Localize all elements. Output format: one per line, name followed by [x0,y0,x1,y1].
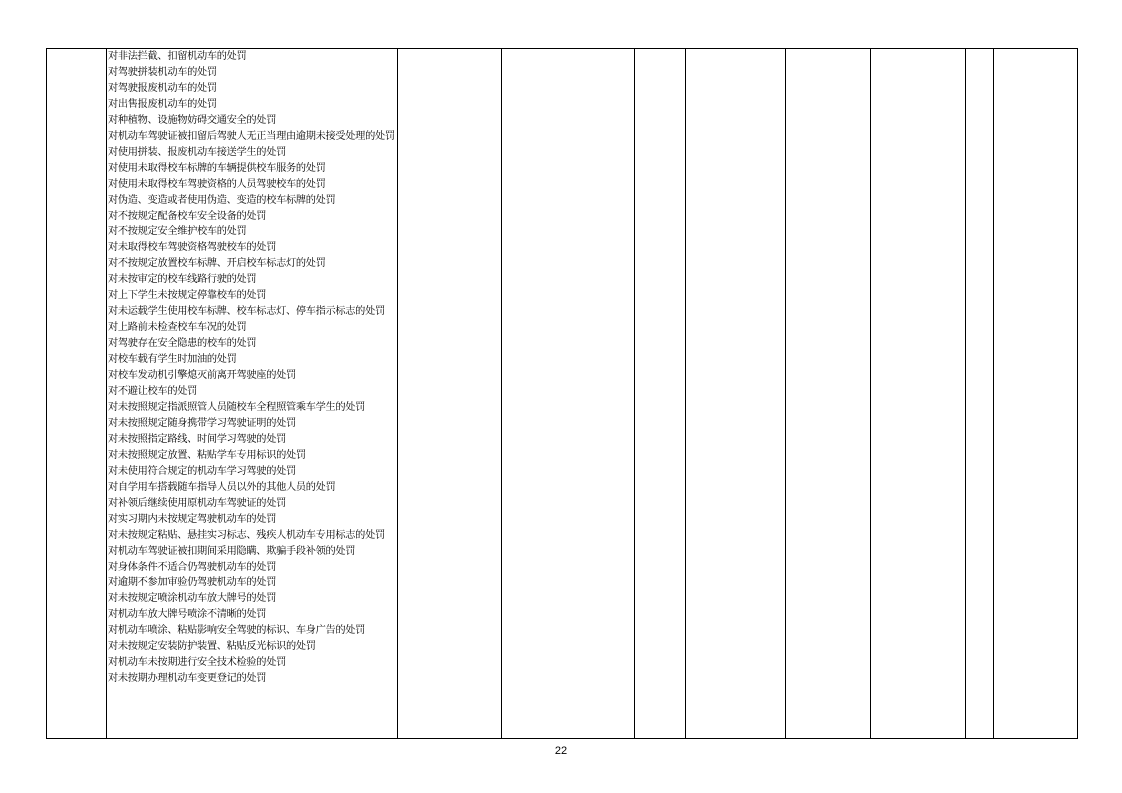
list-item: 对机动车未按期进行安全技术检验的处罚 [108,657,286,669]
list-item: 对上路前未检查校车车况的处罚 [108,322,247,334]
list-item: 对校车载有学生时加油的处罚 [108,354,237,366]
empty-cell [47,49,107,739]
list-item: 对补领后继续使用原机动车驾驶证的处罚 [108,497,286,509]
list-item: 对未按照规定放置、粘贴学车专用标识的处罚 [108,449,306,461]
list-item: 对不避让校车的处罚 [108,386,197,398]
list-item: 对实习期内未按规定驾驶机动车的处罚 [108,513,277,525]
list-item: 对上下学生未按规定停靠校车的处罚 [108,290,267,302]
list-item: 对未按规定安装防护装置、粘贴反光标识的处罚 [108,641,316,653]
empty-cell [686,49,786,739]
list-item: 对自学用车搭载随车指导人员以外的其他人员的处罚 [108,481,336,493]
list-item: 对未按照规定指派照管人员随校车全程照管乘车学生的处罚 [108,401,366,413]
list-item: 对不按规定配备校车安全设备的处罚 [108,210,267,222]
list-item: 对未使用符合规定的机动车学习驾驶的处罚 [108,465,296,477]
list-item: 对使用未取得校车驾驶资格的人员驾驶校车的处罚 [108,178,326,190]
list-item: 对伪造、变造或者使用伪造、变造的校车标牌的处罚 [108,194,336,206]
list-item: 对未取得校车驾驶资格驾驶校车的处罚 [108,242,277,254]
empty-cell [871,49,966,739]
penalty-table [46,48,1078,739]
list-item: 对逾期不参加审验仍驾驶机动车的处罚 [108,577,277,589]
list-item: 对不按规定安全维护校车的处罚 [108,226,247,238]
list-item: 对出售报废机动车的处罚 [108,98,217,110]
list-item: 对身体条件不适合仍驾驶机动车的处罚 [108,561,277,573]
empty-cell [502,49,635,739]
list-item: 对机动车驾驶证被扣留后驾驶人无正当理由逾期未接受处理的处罚 [108,130,395,142]
list-item: 对驾驶拼装机动车的处罚 [108,66,217,78]
list-item: 对机动车放大牌号喷涂不清晰的处罚 [108,609,267,621]
list-item: 对非法拦截、扣留机动车的处罚 [108,51,247,62]
list-item: 对未按照指定路线、时间学习驾驶的处罚 [108,433,286,445]
table-row [47,49,1078,739]
item-list [107,49,397,687]
list-item: 对驾驶存在安全隐患的校车的处罚 [108,338,257,350]
list-item: 对未按审定的校车线路行驶的处罚 [108,274,257,286]
empty-cell [994,49,1078,739]
list-item: 对校车发动机引擎熄灭前离开驾驶座的处罚 [108,370,296,382]
list-item: 对未按期办理机动车变更登记的处罚 [108,673,267,685]
list-item: 对机动车驾驶证被扣期间采用隐瞒、欺骗手段补领的处罚 [108,545,356,557]
list-item: 对驾驶报废机动车的处罚 [108,82,217,94]
page-number: 22 [554,745,568,757]
empty-cell [786,49,871,739]
list-item: 对未按照规定随身携带学习驾驶证明的处罚 [108,417,296,429]
empty-cell [635,49,686,739]
empty-cell [966,49,994,739]
list-item: 对不按规定放置校车标牌、开启校车标志灯的处罚 [108,258,326,270]
list-item: 对使用未取得校车标牌的车辆提供校车服务的处罚 [108,162,326,174]
list-item: 对未按规定粘贴、悬挂实习标志、残疾人机动车专用标志的处罚 [108,529,385,541]
list-item: 对未运载学生使用校车标牌、校车标志灯、停车指示标志的处罚 [108,306,385,318]
empty-cell [398,49,502,739]
list-item: 对机动车喷涂、粘贴影响安全驾驶的标识、车身广告的处罚 [108,625,366,637]
list-item: 对种植物、设施物妨碍交通安全的处罚 [108,114,277,126]
list-item: 对未按规定喷涂机动车放大牌号的处罚 [108,593,277,605]
item-names-cell [107,49,398,739]
list-item: 对使用拼装、报废机动车接送学生的处罚 [108,146,286,158]
